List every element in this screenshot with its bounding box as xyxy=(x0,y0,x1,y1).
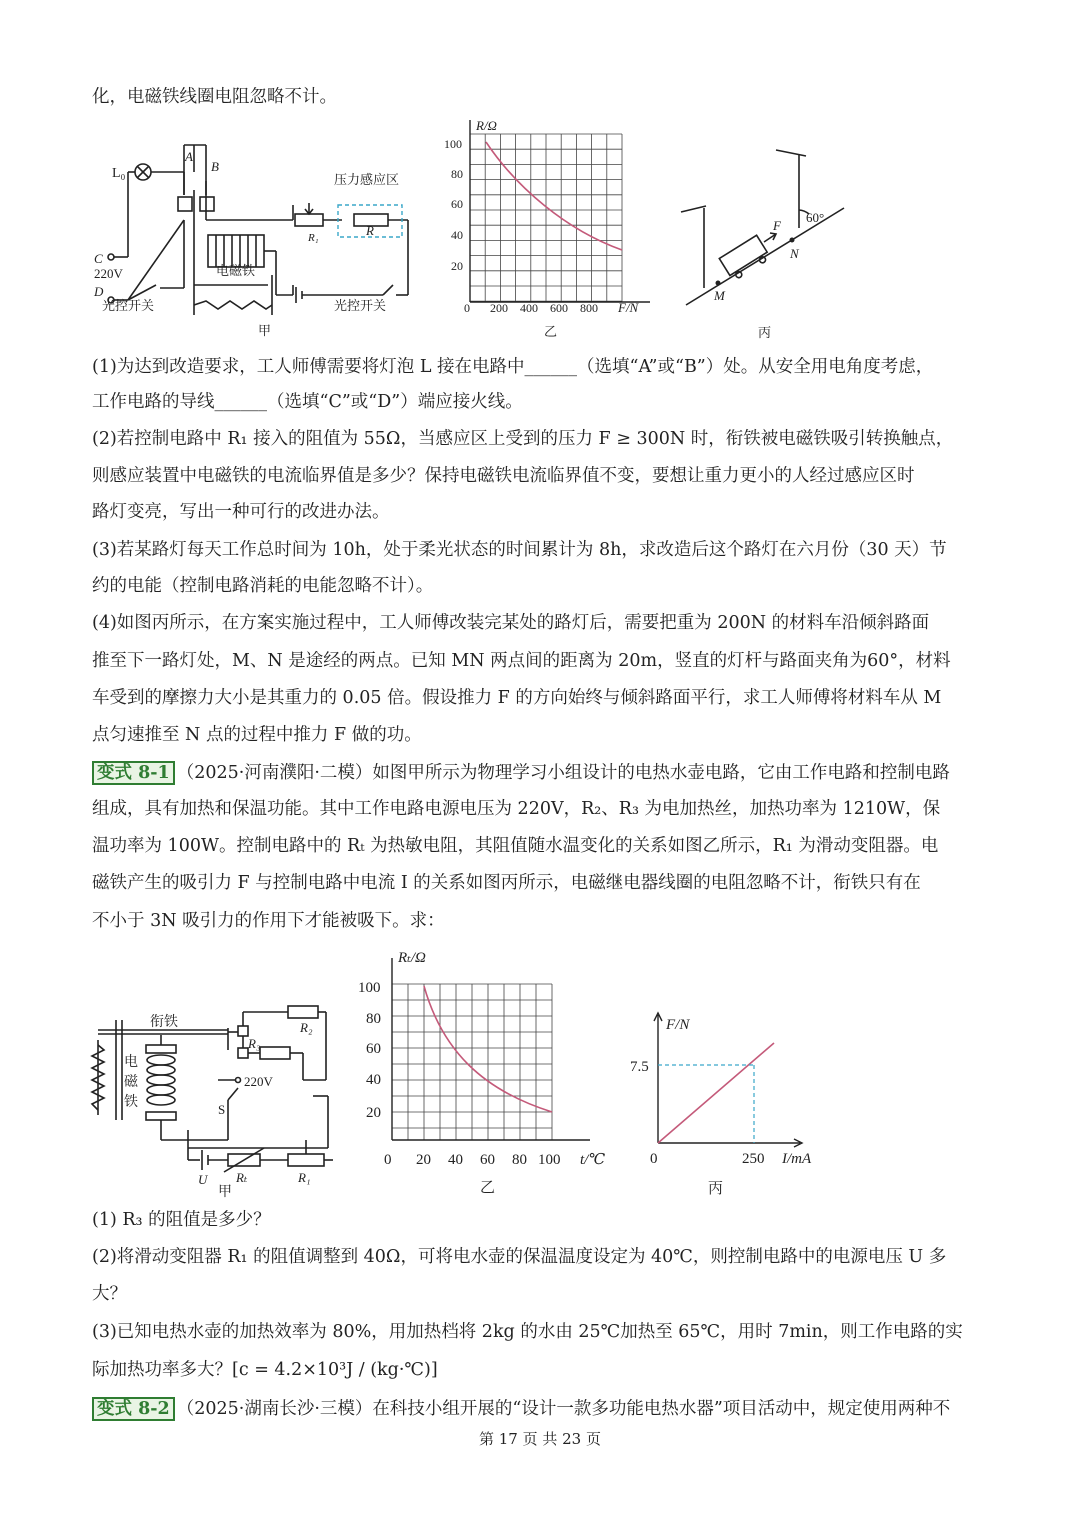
y-tick: 40 xyxy=(451,228,463,242)
variant-8-1-q2-line-2: 大？ xyxy=(92,1284,127,1304)
variant-8-1-line-1 xyxy=(92,761,992,785)
variant-8-2-line-1 xyxy=(92,1397,992,1421)
figure1-bing-incline xyxy=(676,140,866,345)
figure1-jia-circuit xyxy=(88,125,428,345)
question-1-line-2: 工作电路的导线______（选填“C”或“D”）端应接火线。 xyxy=(92,392,523,412)
em-label-2: 磁 xyxy=(124,1075,138,1090)
question-1-line-1: (1)为达到改造要求，工人师傅需要将灯泡 L 接在电路中______（选填“A”或“B”）处。从安全用电角度考虑， xyxy=(92,357,934,377)
terminal-d-label: D xyxy=(94,284,104,299)
force-f-label: F xyxy=(773,218,781,233)
variant-8-1-q1: (1) R₃ 的阻值是多少？ xyxy=(92,1210,271,1230)
y-tick: 60 xyxy=(366,1041,381,1057)
intro-line: 化，电磁铁线圈电阻忽略不计。 xyxy=(92,87,337,107)
figure1-yi-caption: 乙 xyxy=(544,324,558,339)
y-tick: 60 xyxy=(451,197,463,211)
question-4-line-1: (4)如图丙所示，在方案实施过程中，工人师傅改装完某处的路灯后，需要把重为 200N 的材料车沿倾斜路面 xyxy=(92,613,930,633)
figure2-yi-xlabel: t/℃ xyxy=(580,1152,606,1168)
question-3-line-1: (3)若某路灯每天工作总时间为 10h，处于柔光状态的时间累计为 8h，求改造后这个路灯在六月份（30 天）节 xyxy=(92,540,947,560)
variant-8-1-q3-line-2: 际加热功率多大？[c = 4.2×10³J / (kg·℃)] xyxy=(92,1360,438,1380)
variant-8-2-text: （2025·湖南长沙·三模）在科技小组开展的“设计一款多功能电热水器”项目活动中，规定使用两种不 xyxy=(176,1399,951,1419)
question-2-line-1: (2)若控制电路中 R₁ 接入的阻值为 55Ω，当感应区上受到的压力 F ≥ 300N 时，衔铁被电磁铁吸引转换触点， xyxy=(92,429,954,449)
terminal-c-label: C xyxy=(94,251,103,266)
r2-label: R₂ xyxy=(300,1020,313,1035)
question-4-line-4: 点匀速推至 N 点的过程中推力 F 做的功。 xyxy=(92,725,422,745)
y-tick: 100 xyxy=(358,980,381,996)
pressure-zone-label: 压力感应区 xyxy=(334,172,400,187)
x-tick: 800 xyxy=(580,301,598,315)
figure1-bing-caption: 丙 xyxy=(758,325,772,340)
switch-s-label: S xyxy=(218,1102,226,1117)
variant-8-1-line-3: 温功率为 100W。控制电路中的 Rₜ 为热敏电阻，其阻值随水温变化的关系如图乙所示，R₁ 为滑动变阻器。电 xyxy=(92,836,939,856)
figure2-yi-graph xyxy=(352,940,622,1200)
question-2-line-2: 则感应装置中电磁铁的电流临界值是多少？保持电磁铁电流临界值不变，要想让重力更小的人经过感应区时 xyxy=(92,466,915,486)
figure2-yi-ylabel: Rₜ/Ω xyxy=(398,950,426,966)
figure2-jia-caption: 甲 xyxy=(218,1185,232,1200)
variant-8-1-line-5: 不小于 3N 吸引力的作用下才能被吸下。求： xyxy=(92,911,445,931)
variant-8-1-q2-line-1: (2)将滑动变阻器 R₁ 的阻值调整到 40Ω，可将电水壶的保温温度设定为 40℃，则控制电路中的电源电压 U 多 xyxy=(92,1247,947,1267)
question-4-line-2: 推至下一路灯处，M、N 是途经的两点。已知 MN 两点间的距离为 20m，竖直的灯杆与路面夹角为60°，材料 xyxy=(92,651,951,671)
origin-label: 0 xyxy=(650,1151,658,1167)
lamp-label: L₀ xyxy=(112,166,126,181)
figure2-bing-ylabel: F/N xyxy=(666,1017,690,1033)
question-2-line-3: 路灯变亮，写出一种可行的改进办法。 xyxy=(92,502,390,522)
variant-8-1-line-4: 磁铁产生的吸引力 F 与控制电路中电流 I 的关系如图丙所示，电磁继电器线圈的电阻忽略不计，衔铁只有在 xyxy=(92,873,921,893)
figure2-bing-graph xyxy=(620,1005,830,1200)
x-tick: 200 xyxy=(490,301,508,315)
angle-label: 60° xyxy=(806,210,825,225)
figure2-jia-circuit xyxy=(88,1000,348,1200)
x-tick: 20 xyxy=(416,1152,431,1168)
variant-8-1-text: （2025·河南濮阳·二模）如图甲所示为物理学习小组设计的电热水壶电路，它由工作电路和控制电路 xyxy=(176,763,950,783)
x-mark-label: 250 xyxy=(742,1151,765,1167)
variant-8-1-q3-line-1: (3)已知电热水壶的加热效率为 80%，用加热档将 2kg 的水由 25℃加热至 65℃，用时 7min，则工作电路的实 xyxy=(92,1322,963,1342)
y-tick: 40 xyxy=(366,1072,381,1088)
electromagnet-label: 电磁铁 xyxy=(216,263,256,278)
contact-a-label: A xyxy=(185,149,193,164)
y-tick: 20 xyxy=(451,259,463,273)
figure1-yi-graph xyxy=(436,112,656,344)
rt-label: Rₜ xyxy=(236,1170,248,1185)
figure1-yi-xlabel: F/N xyxy=(618,300,639,315)
question-3-line-2: 约的电能（控制电路消耗的电能忽略不计）。 xyxy=(92,576,434,596)
r3-label: R₃ xyxy=(248,1036,261,1051)
variant-8-1-tag: 变式 8-1 xyxy=(92,761,175,785)
x-tick: 0 xyxy=(464,301,470,315)
x-tick: 80 xyxy=(512,1152,527,1168)
x-tick: 60 xyxy=(480,1152,495,1168)
voltage-label: 220V xyxy=(94,266,123,281)
figure1-yi-ylabel: R/Ω xyxy=(476,118,497,133)
y-tick: 20 xyxy=(366,1105,381,1121)
r1-label: R₁ xyxy=(308,232,319,244)
y-tick: 100 xyxy=(444,137,462,151)
figure2-bing-caption: 丙 xyxy=(708,1181,724,1197)
variant-8-1-line-2: 组成，具有加热和保温功能。其中工作电路电源电压为 220V，R₂、R₃ 为电加热丝，加热功率为 1210W，保 xyxy=(92,799,941,819)
r-label: R xyxy=(366,223,374,238)
armature-label: 衔铁 xyxy=(150,1015,178,1030)
variant-8-2-tag: 变式 8-2 xyxy=(92,1397,175,1421)
point-m-label: M xyxy=(714,288,725,303)
em-label-3: 铁 xyxy=(124,1095,138,1110)
y-mark-label: 7.5 xyxy=(630,1059,649,1075)
figure1-jia-caption: 甲 xyxy=(258,323,272,338)
y-tick: 80 xyxy=(451,167,463,181)
x-tick: 600 xyxy=(550,301,568,315)
x-tick: 0 xyxy=(384,1152,392,1168)
kettle-voltage-label: 220V xyxy=(244,1074,273,1089)
light-switch-label-2: 光控开关 xyxy=(334,298,387,313)
r1-label: R₁ xyxy=(298,1170,311,1185)
question-4-line-3: 车受到的摩擦力大小是其重力的 0.05 倍。假设推力 F 的方向始终与倾斜路面平行，求工人师傅将材料车从 M xyxy=(92,688,942,708)
page-footer: 第 17 页 共 23 页 xyxy=(478,1430,601,1448)
x-tick: 100 xyxy=(538,1152,561,1168)
figure2-yi-caption: 乙 xyxy=(480,1180,496,1196)
contact-b-label: B xyxy=(211,159,219,174)
figure2-bing-xlabel: I/mA xyxy=(782,1151,812,1167)
em-label-1: 电 xyxy=(124,1055,138,1070)
x-tick: 40 xyxy=(448,1152,463,1168)
light-switch-label-1: 光控开关 xyxy=(102,298,155,313)
x-tick: 400 xyxy=(520,301,538,315)
y-tick: 80 xyxy=(366,1011,381,1027)
source-u-label: U xyxy=(198,1172,208,1187)
point-n-label: N xyxy=(790,246,799,261)
